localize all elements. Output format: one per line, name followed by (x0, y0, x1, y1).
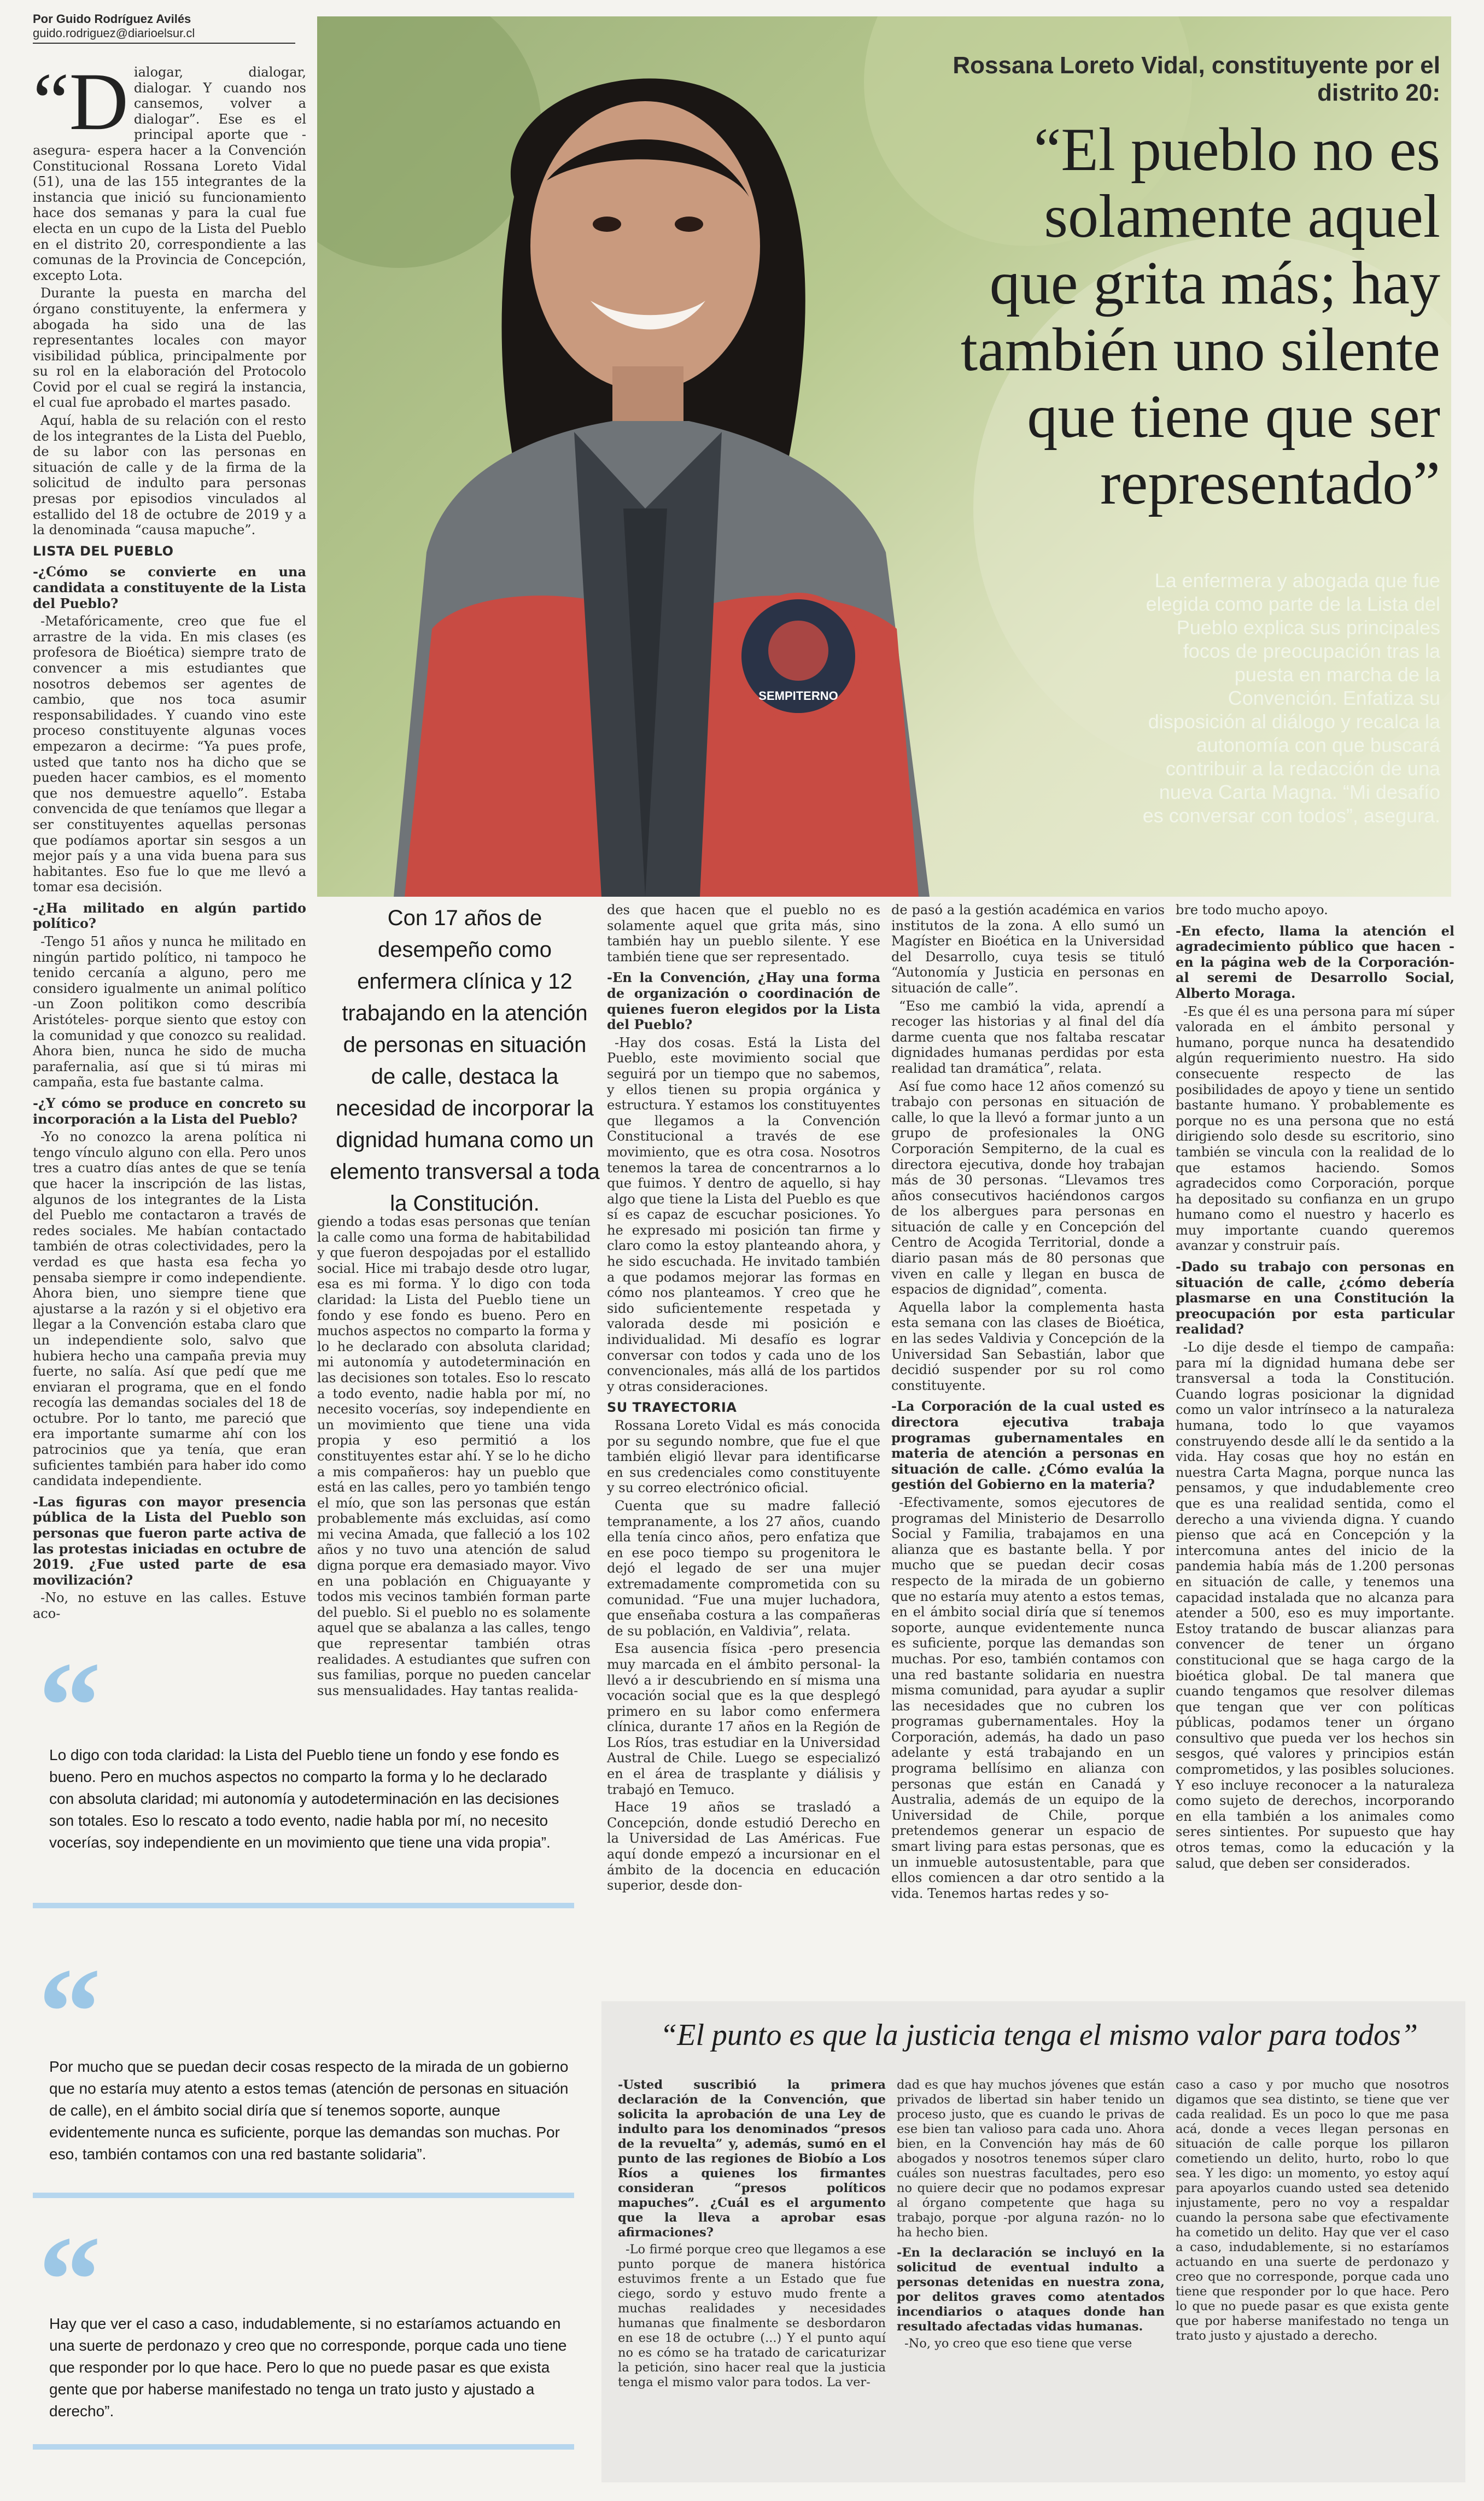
answer: des que hacen que el pueblo no es solamente aquel que grita más, sino también hay un pueblo silente. Y ese también tiene que ser representado. (607, 902, 880, 965)
section-heading: LISTA DEL PUEBLO (33, 543, 174, 559)
column-2 (317, 1214, 591, 1701)
column-4 (891, 902, 1165, 1903)
answer: -Lo dije desde el tiempo de campaña: para mí la dignidad humana debe ser transversal a toda la Constitución. Cuando logras posicionar la dignidad como un valor intrínseco a la naturaleza humana, todo lo que vayamos construyendo desde allí le da sentido a la vida. Hay cosas que hoy no están en nuestra Carta Magna, porque nunca las pensamos, y que indudablemente creo que es una realidad sentida, como el derecho a una vivienda digna. Y cuando pienso que acá en Concepción y la intercomuna antes del inicio de la pandemia había más de 1.200 personas en situación de calle, y tenemos una capacidad instalada que no alcanza para atender a 500, eso es muy importante. Estoy tratando de buscar alianzas para convencer de tener un órgano constitucional que se haga cargo de la bioética global. De tal manera que cuando tengamos que resolver dilemas que tengan que ver con políticas públicas, podamos tener un órgano consultivo que pueda ver los hechos sin sesgos, qué valores y principios están comprometidos, y las posibles soluciones. Y eso incluye reconocer a la naturaleza como sujeto de derechos, incorporando en ella también a los animales como seres sintientes. Por supuesto que hay otros temas, como la educación y la salud, que deben ser considerados. (1176, 1340, 1454, 1871)
answer: giendo a todas esas personas que tenían la calle como una forma de habitabilidad y que fueron despojadas por el estallido social. Hice mi trabajo desde otro lugar, esa es mi forma. Y lo digo con toda claridad: la Lista del Pueblo tiene un fondo y ese fondo es bueno. Pero en muchos aspectos no comparto la forma y lo he declarado con absoluta claridad; mi autonomía y autodeterminación en las decisiones son totales. Eso lo rescato a todo evento, nadie habla por mí, no necesito vocerías, soy independiente en un movimiento que tiene una vida propia y eso permitió a los constituyentes estar ahí. Y se lo he dicho a mis compañeros: hay un pueblo que está en las calles, pero yo también tengo el mío, que son las personas que están probablemente más excluidas, así como mi vecina Amada, que falleció a los 102 años y no tuvo una atención de salud digna porque era demasiado mayor. Vivo en una población en Chiguayante y todos mis vecinos también forman parte del pueblo. Si el pueblo no es solamente aquel que se abalanza a las calles, tengo que representar también otras realidades. A estudiantes que sufren con sus familias, porque no pueden cancelar sus mensualidades. Hay tantas realida- (317, 1214, 591, 1698)
question: -En la Convención, ¿Hay una forma de organización o coordinación de quienes fueron elegidos por la Lista del Pueblo? (607, 969, 880, 1033)
question: -En la declaración se incluyó en la solicitud de eventual indulto a personas detenidas en nuestra zona, por delitos graves como atentados incendiarios o ataques donde han resultado afectadas vidas humanas. (897, 2246, 1165, 2334)
author-email: guido.rodriguez@diarioelsur.cl (33, 26, 195, 40)
headline-block (872, 52, 1440, 517)
headline-line: también uno silente (960, 316, 1440, 384)
answer: -Metafóricamente, creo que fue el arrastre de la vida. En mis clases (es profesora de Bioética) siempre trato de convencer a mis estudiantes que nosotros debemos ser agentes de cambio, que nos toca asumir responsabilidades. Y cuando vino este proceso constituyente algunas voces empezaron a decirme: “Ya pues profe, usted que tanto nos ha dicho que se pueden hacer cambios, es el momento que nos demuestre aquello”. Estaba convencida de que teníamos que llegar a ser constituyentes aquellas personas que podíamos aportar sin sesgos a un mejor país y a una vida buena para sus habitantes. Eso fue lo que me llevó a tomar esa decisión. (33, 613, 306, 895)
emblem-text: SEMPITERNO (758, 689, 838, 703)
body-paragraph: de pasó a la gestión académica en varios institutos de la zona. A ello sumó un Magíster en Bioética en la Universidad del Desarrollo, cuya tesis se tituló “Autonomía y Justicia en personas en situación de calle”. (891, 902, 1165, 996)
quote-3: Hay que ver el caso a caso, indudablemente, si no estaríamos actuando en una suerte de perdonazo y creo que no corresponde, porque cada uno tiene que responder por lo que hace. Pero lo que no puede pasar es que exista gente que por haberse manifestado no tenga un trato justo y ajustado a derecho”. (49, 2315, 567, 2420)
headline (872, 116, 1440, 517)
question: -Las figuras con mayor presencia pública de la Lista del Pueblo son personas que fueron parte activa de las protestas iniciadas en octubre de 2019. ¿Fue usted parte de esa movilización? (33, 1493, 306, 1588)
question: -Usted suscribió la primera declaración de la Convención, que solicita la aprobación de una Ley de indulto para los denominados “presos de la revuelta” y, además, sumó en el punto de las regiones de Biobío a Los Ríos a quienes los firmantes consideran “presos políticos mapuches”. ¿Cuál es el argumento que la lleva a aprobar esas afirmaciones? (618, 2078, 886, 2240)
body-paragraph: Aquí, habla de su relación con el resto de los integrantes de la Lista del Pueblo, de su labor con las personas en situación de calle y de la firma de la solicitud de indulto para personas presas por episodios vinculados al estallido del 18 de octubre de 2019 y a la denominada “causa mapuche”. (33, 413, 306, 538)
quote-mark-icon: “ (38, 2210, 101, 2350)
question: -La Corporación de la cual usted es directora ejecutiva trabaja programas gubernamentales en materia de atención a personas en situación de calle. ¿Cómo evalúa la gestión del Gobierno en la materia? (891, 1398, 1165, 1493)
dropcap: “D (33, 56, 128, 147)
box-column-3 (1176, 2078, 1449, 2346)
body-paragraph: Rossana Loreto Vidal es más conocida por su segundo nombre, que fue el que también eligió llevar para identificarse en sus credenciales como constituyente y su correo electrónico oficial. (607, 1418, 880, 1496)
byline (33, 12, 295, 44)
body-paragraph: Hace 19 años se trasladó a Concepción, donde estudió Derecho en la Universidad de Las Américas. Fue aquí donde empezó a incursionar en el ámbito de la docencia en educación superior, desde don- (607, 1799, 880, 1894)
quote-mark-icon: “ (38, 1942, 101, 2082)
answer: -No, no estuve en las calles. Estuve aco- (33, 1590, 306, 1621)
answer: bre todo mucho apoyo. (1176, 902, 1328, 918)
lead-paragraph: La enfermera y abogada que fue elegida como parte de la Lista del Pueblo explica sus principales focos de preocupación tras la puesta en marcha de la Convención. Enfatiza su disposición al diálogo y recalca la autonomía con que buscará contribuir a la redacción de una nueva Carta Magna. “Mi desafío es conversar con todos”, asegura. (1142, 569, 1440, 827)
question: -Dado su trabajo con personas en situación de calle, ¿cómo debería plasmarse en una Constitución la preocupación por esta particular realidad? (1176, 1259, 1454, 1337)
box-column-2 (897, 2078, 1165, 2353)
body-paragraph: Así fue como hace 12 años comenzó su trabajo con personas en situación de calle, lo que la llevó a formar junto a un grupo de profesionales la ONG Corporación Sempiterno, de la cual es directora ejecutiva, donde hoy trabajan más de 30 personas. “Llevamos tres años consecutivos haciéndonos cargos de los albergues para personas en situación de calle y en Concepción del Centro de Acogida Territorial, donde a diario pasan más de 80 personas que viven en calle y llegan en busca de espacios de dignidad”, comenta. (891, 1078, 1165, 1298)
question: -En efecto, llama la atención el agradecimiento público que hacen -en la página web de la Corporación- al seremi de Desarrollo Social, Alberto Moraga. (1176, 922, 1454, 1001)
question: -¿Y cómo se produce en concreto su incorporación a la Lista del Pueblo? (33, 1095, 306, 1127)
quote-divider (33, 1903, 574, 1908)
question: -¿Cómo se convierte en una candidata a constituyente de la Lista del Pueblo? (33, 564, 306, 611)
answer: -Es que él es una persona para mí súper valorada en el ámbito personal y humano, porque nunca ha desatendido algún requerimiento nuestro. Ha sido consecuente respecto de las posibilidades de apoyo y tiene un sentido bastante humano. Y probablemente es porque no es una persona que no está dirigiendo solo desde su escritorio, sino también se vincula con la realidad de lo que estamos haciendo. Somos agradecidos como Corporación, porque ha depositado su confianza en un grupo humano como el nuestro y hacerlo es muy importante cuando queremos avanzar y construir país. (1176, 1003, 1454, 1254)
body-paragraph: Esa ausencia física -pero presencia muy marcada en el ámbito personal- la llevó a ir descubriendo en sí misma una vocación social que es la que desplegó primero en su labor como enfermera clínica, durante 17 años en la Región de Los Ríos, tras estudiar en la Universidad Austral de Chile. Luego se especializó en el área de trasplante y diálisis y trabajó en Temuco. (607, 1641, 880, 1797)
answer: dad es que hay muchos jóvenes que están privados de libertad sin haber tenido un proceso justo, que es cuando le privas de ese bien tan valioso para cada uno. Ahora bien, en la Convención hay más de 60 abogados y nosotros tenemos súper claro cuáles son nuestras facultades, pero eso no quiere decir que no podamos expresar al órgano competente que haga su trabajo, porque -por alguna razón- no lo ha hecho bien. (897, 2078, 1165, 2240)
box-title: “El punto es que la justicia tenga el mismo valor para todos” (660, 2018, 1418, 2052)
headline-line: que tiene que ser (1027, 383, 1440, 451)
answer: caso a caso y por mucho que nosotros digamos que sea distinto, se tiene que ver cada realidad. Es un poco lo que me pasa acá, donde a veces llegan personas en situación de calle porque los pillaron cometiendo un delito, hurto, robo lo que sea. Y les digo: un momento, yo estoy aquí para apoyarlos cuando usted sea detenido injustamente, pero no voy a respaldar cuando la persona sabe que efectivamente ha cometido un delito. Hay que ver el caso a caso, indudablemente, si no estaríamos actuando en una suerte de perdonazo y creo que no corresponde, porque cada uno tiene que responder por lo que hace. Pero lo que no puede pasar es que exista gente que por haberse manifestado no tenga un trato justo y ajustado a derecho. (1176, 2078, 1449, 2343)
column-5 (1176, 902, 1454, 1873)
quote-1: Lo digo con toda claridad: la Lista del Pueblo tiene un fondo y ese fondo es bueno. Pero en muchos aspectos no comparto la forma y lo he declarado con absoluta claridad; mi autonomía y autodeterminación en las decisiones son totales. Eso lo rescato a todo evento, nadie habla por mí, no necesito vocerías, soy independiente en un movimiento que tiene una vida propia”. (49, 1746, 559, 1851)
answer: -Lo firmé porque creo que llegamos a ese punto porque de manera histórica estuvimos frente a un Estado que fue ciego, sordo y estuvo mudo frente a muchas realidades y necesidades humanas que finalmente se desbordaron en ese 18 de octubre (...) Y el punto aquí no es cómo se ha tratado de caricaturizar la petición, sino hacer real que la justicia tenga el mismo valor para todos. La ver- (618, 2242, 886, 2389)
quote-2: Por mucho que se puedan decir cosas respecto de la mirada de un gobierno que no estaría muy atento a estos temas (atención de personas en situación de calle), en el ámbito social diría que sí tenemos soporte, aunque evidentemente nunca es suficiente, porque las demandas son muchas. Por eso, también contamos con una red bastante solidaria”. (49, 2058, 569, 2163)
intro-paragraph: “Dialogar, dialogar, dialogar. Y cuando nos cansemos, volver a dialogar”. Ese es el principal aporte que -asegura- espera hacer a la Convención Constitucional Rossana Loreto Vidal (51), una de las 155 integrantes de la instancia que inició su funcionamiento hace dos semanas y para la cual fue electa en un cupo de la Lista del Pueblo en el distrito 20, correspondiente a las comunas de la Provincia de Concepción, excepto Lota. (33, 56, 306, 283)
quote-mark-icon: “ (38, 1636, 101, 1775)
quote-divider (33, 2444, 574, 2450)
headline-line: que grita más; hay (989, 249, 1440, 317)
answer: -Yo no conozco la arena política ni tengo vínculo alguno con ella. Pero unos tres a cuatro días antes de que se tenía que hacer la inscripción de las listas, algunos de los integrantes de la Lista del Pueblo me contactaron a través de redes sociales. Me habían contactado también de otras colectividades, pero la verdad es que hasta esa fecha yo pensaba siempre ir como independiente. Ahora bien, uno siempre tiene que ajustarse a la razón y si el objetivo era llegar a la Convención estaba claro que un independiente solo, salvo que hubiera hecho una campaña previa muy fuerte, no salía. Así que pedí que me enviaran el programa, que en el fondo recogía las demandas sociales del 18 de octubre. Por lo tanto, me pareció que era importante sumarme ahí con los patrocinios que ya tenía, que eran suficientes también para haber ido como candidata independiente. (33, 1129, 306, 1489)
quote-divider (33, 2193, 574, 2198)
answer: -No, yo creo que eso tiene que verse (904, 2336, 1132, 2351)
body-paragraph: Cuenta que su madre falleció tempranamente, a los 27 años, cuando ella tenía cinco años, pero enfatiza que en ese poco tiempo su progenitora le dejó el legado de ser una mujer extremadamente comprometida con su comunidad. “Fue una mujer luchadora, que enseñaba costura a las compañeras de su población, en Valdivia”, relata. (607, 1498, 880, 1639)
box-column-1 (618, 2078, 886, 2392)
column-3 (607, 902, 880, 1896)
question: -¿Ha militado en algún partido político? (33, 899, 306, 932)
main-pullquote: Con 17 años de desempeño como enfermera clínica y 12 trabajando en la atención de personas en situación de calle, destaca la necesidad de incorporar la dignidad humana como un elemento transversal a toda la Constitución. (330, 906, 600, 1216)
author-name: Por Guido Rodríguez Avilés (33, 12, 191, 26)
headline-line: solamente aquel (1044, 183, 1440, 250)
column-1 (33, 56, 306, 1624)
section-heading: SU TRAYECTORIA (607, 1400, 737, 1416)
answer: -Tengo 51 años y nunca he militado en ningún partido político, ni tampoco he tenido cercanía a alguno, pero me considero igualmente un animal político -un Zoon politikon como describía Aristóteles- porque siento que estoy con la comunidad y que conozco su realidad. Ahora bien, nunca he sido de mucha parafernalia, así que si tú miras mi campaña, esta fue bastante calma. (33, 934, 306, 1090)
body-paragraph: Aquella labor la complementa hasta esta semana con las clases de Bioética, en las sedes Valdivia y Concepción de la Universidad San Sebastián, labor que decidió suspender por su rol como constituyente. (891, 1299, 1165, 1393)
headline-line: representado” (1100, 449, 1440, 517)
kicker: Rossana Loreto Vidal, constituyente por el distrito 20: (953, 52, 1440, 106)
headline-line: “El pueblo no es (1033, 116, 1440, 184)
body-paragraph: “Eso me cambió la vida, aprendí a recoger las historias y al final del día darme cuenta que nos faltaba rescatar dignidades humanas perdidas por esta realidad tan dramática”, relata. (891, 998, 1165, 1076)
answer: -Hay dos cosas. Está la Lista del Pueblo, este movimiento social que seguirá por un tiempo que no sabemos, y ellos tienen su propia orgánica y estructura. Y estamos los constituyentes que llegamos a la Convención Constitucional a través de ese movimiento, que es otra cosa. Nosotros tenemos la tarea de concentrarnos a lo que fuimos. Y dentro de aquello, si hay algo que tiene la Lista del Pueblo es que sí es capaz de escuchar posiciones. Yo he expresado mi posición tan firme y claro como la estoy planteando ahora, y he sido escuchada. He invitado también a que podamos mejorar las formas en cómo nos planteamos. Y creo que he sido suficientemente respetada y valorada desde mi posición e individualidad. Mi desafío es lograr conversar con todos y cada uno de los convencionales, más allá de los partidos y otras consideraciones. (607, 1035, 880, 1394)
answer: -Efectivamente, somos ejecutores de programas del Ministerio de Desarrollo Social y Familia, trabajamos en una alianza que es bastante bella. Y por mucho que se puedan decir cosas respecto de la mirada de un gobierno que no estaría muy atento a estos temas, en el ámbito social diría que sí tenemos soporte, aunque evidentemente nunca es suficiente, porque las demandas son muchas. Por eso, también contamos con una red bastante solidaria en nuestra misma comunidad, para ayudar a suplir las necesidades que no cubren los programas gubernamentales. Hoy la Corporación, además, ha dado un paso adelante y está trabajando en un programa bellísimo en alianza con personas que están en Canadá y Australia, además de un equipo de la Universidad de Chile, porque pretendemos generar un espacio de smart living para estas personas, que es un inmueble autosustentable, para que ellos comiencen a dar otro sentido a la vida. Tenemos hartas redes y so- (891, 1494, 1165, 1901)
body-paragraph: Durante la puesta en marcha del órgano constituyente, la enfermera y abogada ha sido una de las representantes locales con mayor visibilidad pública, principalmente por su rol en la elaboración del Protocolo Covid por el cual se regirá la instancia, el cual fue aprobado el martes pasado. (33, 285, 306, 411)
